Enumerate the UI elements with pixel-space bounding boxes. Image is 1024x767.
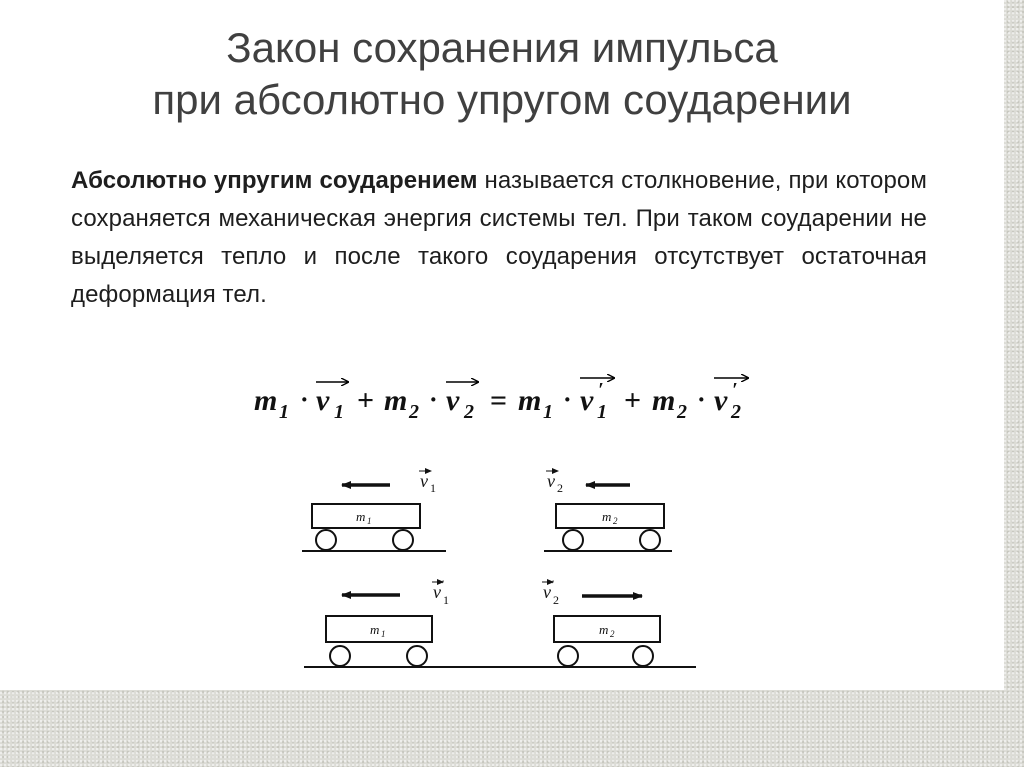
cart-2-before-mass-sub: 2: [613, 516, 618, 526]
label-v1-prime-sub: 1: [443, 593, 449, 607]
label-v2-sub: 2: [557, 481, 563, 495]
formula-m2-left-sub: 2: [409, 401, 419, 423]
formula-v1-left-sub: 1: [334, 401, 344, 423]
formula-m1-right-sub: 1: [543, 401, 553, 423]
cart-1-before-mass-sub: 1: [367, 516, 372, 526]
formula-v1p-prime: ′: [598, 379, 604, 401]
formula-m1-right: m: [518, 384, 542, 417]
formula-v2-left: v: [446, 384, 460, 417]
cart-1-before: [312, 504, 420, 550]
formula-plus-2: +: [624, 384, 642, 417]
formula-v1p-right: v: [580, 384, 594, 417]
label-v1-prime-mark: ′: [441, 577, 444, 591]
formula-equals: =: [490, 384, 508, 417]
definition-paragraph: [71, 162, 927, 314]
formula-dot-2: ·: [429, 385, 438, 414]
formula-dot-4: ·: [697, 385, 706, 414]
cart-2-before-mass: m: [602, 509, 612, 524]
label-v1-prime: v: [433, 582, 441, 602]
formula-v2-left-sub: 2: [464, 401, 474, 423]
formula-v2p-sub: 2: [731, 401, 741, 423]
label-v2-prime: v: [543, 582, 551, 602]
formula-v1p-sub: 1: [597, 401, 607, 423]
title-line-1: Закон сохранения импульса: [226, 24, 778, 71]
formula-dot-1: ·: [300, 385, 309, 414]
formula-v1-left: v: [316, 384, 330, 417]
formula-m1-left: m: [254, 384, 278, 417]
definition-term: Абсолютно упругим соударением: [71, 167, 478, 194]
formula-plus-1: +: [357, 384, 375, 417]
formula-dot-3: ·: [563, 385, 572, 414]
cart-2-after-mass-sub: 2: [610, 629, 615, 639]
formula-m1-left-sub: 1: [279, 401, 289, 423]
formula-m2-right: m: [652, 384, 676, 417]
formula-m2-right-sub: 2: [677, 401, 687, 423]
label-v2: v: [547, 471, 555, 491]
formula-m2-left: m: [384, 384, 408, 417]
definition-text: называется столкновение, при котором сохраняется механическая энергия системы тел. При таком соударении не выделяется тепло и после такого соударения отсутствует остаточная деформация тел.: [71, 167, 927, 308]
formula-v2p-prime: ′: [732, 379, 738, 401]
collision-diagram: [300, 458, 700, 680]
cart-1-after-mass: m: [370, 622, 380, 637]
cart-2-after-mass: m: [599, 622, 609, 637]
label-v2-prime-mark: ′: [551, 577, 554, 591]
cart-1-before-mass: m: [356, 509, 366, 524]
label-v2-prime-sub: 2: [553, 593, 559, 607]
formula-v2p-right: v: [714, 384, 728, 417]
slide-title: [0, 22, 1004, 126]
label-v1-sub: 1: [430, 481, 436, 495]
title-line-2: при абсолютно упругом соударении: [152, 76, 852, 123]
cart-1-after-mass-sub: 1: [381, 629, 386, 639]
momentum-formula: [254, 368, 774, 438]
label-v1: v: [420, 471, 428, 491]
